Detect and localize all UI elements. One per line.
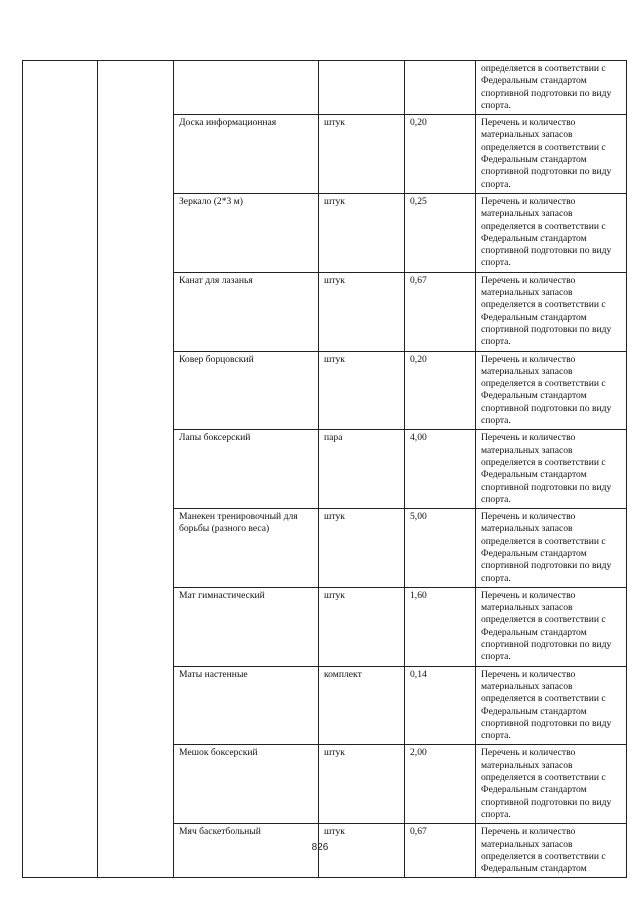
table-body: [23, 61, 627, 878]
unit-cell: комплект: [319, 666, 405, 745]
unit-cell: штук: [319, 587, 405, 666]
note-cell: Перечень и количество материальных запасов определяется в соответствии с Федеральным стандартом спортивной подготовки по виду спорта.: [476, 745, 627, 824]
table-row: [23, 61, 627, 115]
unit-cell: штук: [319, 351, 405, 430]
qty-cell: 0,20: [405, 351, 476, 430]
item-name-cell: Мат гимнастический: [174, 587, 319, 666]
item-name-cell: Доска информационная: [174, 115, 319, 194]
item-name-cell: Ковер борцовский: [174, 351, 319, 430]
item-name-cell: Канат для лазанья: [174, 272, 319, 351]
note-cell: Перечень и количество материальных запасов определяется в соответствии с Федеральным стандартом: [476, 824, 627, 878]
spanned-cell-2: [98, 61, 174, 878]
page-number: 826: [311, 842, 329, 853]
note-cell: Перечень и количество материальных запасов определяется в соответствии с Федеральным стандартом спортивной подготовки по виду спорта.: [476, 351, 627, 430]
unit-cell: штук: [319, 115, 405, 194]
equipment-table: [22, 60, 627, 878]
note-cell: Перечень и количество материальных запасов определяется в соответствии с Федеральным стандартом спортивной подготовки по виду спорта.: [476, 115, 627, 194]
qty-cell: 0,14: [405, 666, 476, 745]
item-name-cell: Маты настенные: [174, 666, 319, 745]
unit-cell: штук: [319, 193, 405, 272]
qty-cell: 0,20: [405, 115, 476, 194]
unit-cell: [319, 61, 405, 115]
item-name-cell: Мяч баскетбольный: [174, 824, 319, 878]
qty-cell: [405, 61, 476, 115]
item-name-cell: Лапы боксерский: [174, 430, 319, 509]
item-name-cell: Мешок боксерский: [174, 745, 319, 824]
item-name-cell: Манекен тренировочный для борьбы (разного веса): [174, 509, 319, 588]
note-cell: Перечень и количество материальных запасов определяется в соответствии с Федеральным стандартом спортивной подготовки по виду спорта.: [476, 193, 627, 272]
note-cell: Перечень и количество материальных запасов определяется в соответствии с Федеральным стандартом спортивной подготовки по виду спорта.: [476, 666, 627, 745]
note-cell: Перечень и количество материальных запасов определяется в соответствии с Федеральным стандартом спортивной подготовки по виду спорта.: [476, 509, 627, 588]
note-cell: определяется в соответствии с Федеральным стандартом спортивной подготовки по виду спорта.: [476, 61, 627, 115]
unit-cell: штук: [319, 509, 405, 588]
qty-cell: 1,60: [405, 587, 476, 666]
note-cell: Перечень и количество материальных запасов определяется в соответствии с Федеральным стандартом спортивной подготовки по виду спорта.: [476, 272, 627, 351]
unit-cell: штук: [319, 824, 405, 878]
item-name-cell: Зеркало (2*3 м): [174, 193, 319, 272]
qty-cell: 2,00: [405, 745, 476, 824]
unit-cell: штук: [319, 272, 405, 351]
qty-cell: 4,00: [405, 430, 476, 509]
qty-cell: 0,67: [405, 272, 476, 351]
qty-cell: 0,67: [405, 824, 476, 878]
note-cell: Перечень и количество материальных запасов определяется в соответствии с Федеральным стандартом спортивной подготовки по виду спорта.: [476, 587, 627, 666]
item-name-cell: [174, 61, 319, 115]
unit-cell: штук: [319, 745, 405, 824]
qty-cell: 5,00: [405, 509, 476, 588]
qty-cell: 0,25: [405, 193, 476, 272]
spanned-cell-1: [23, 61, 98, 878]
unit-cell: пара: [319, 430, 405, 509]
note-cell: Перечень и количество материальных запасов определяется в соответствии с Федеральным стандартом спортивной подготовки по виду спорта.: [476, 430, 627, 509]
